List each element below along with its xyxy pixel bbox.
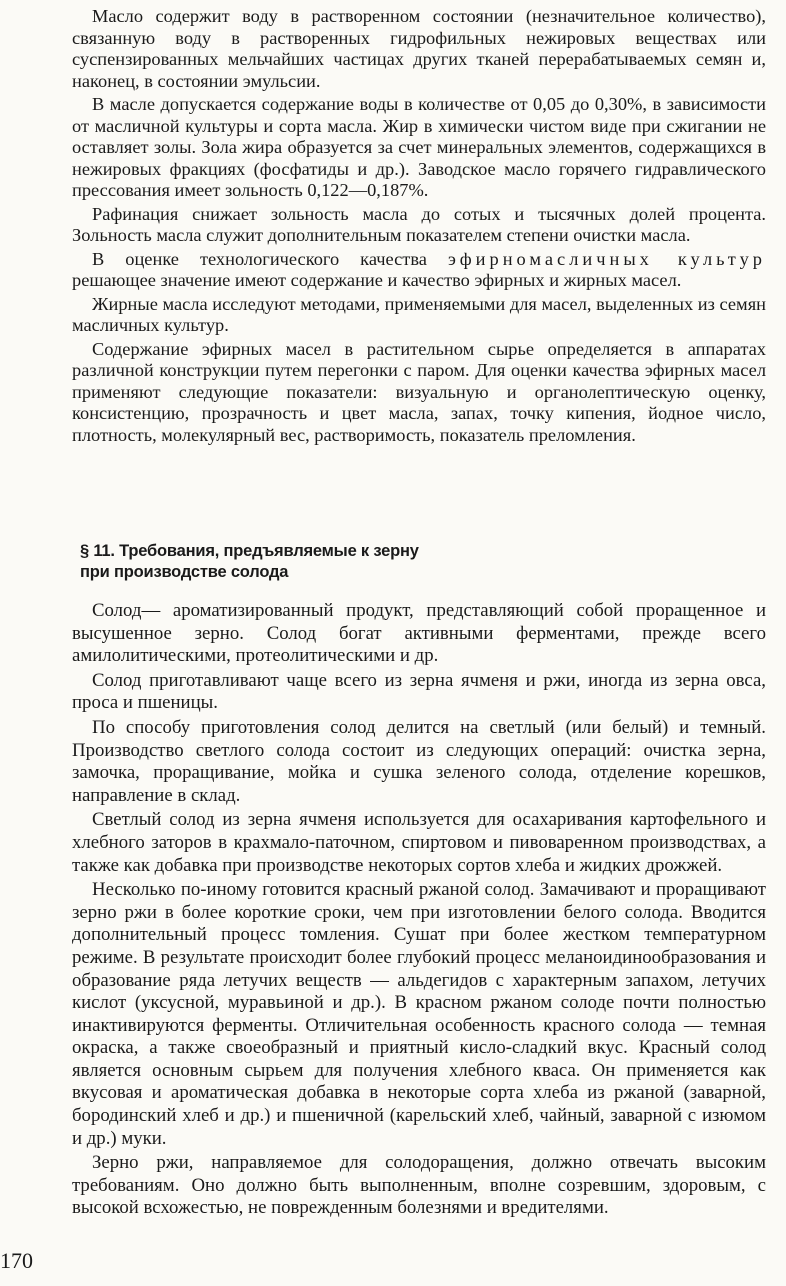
paragraph-light-malt-use: Светлый солод из зерна ячменя используется для осахаривания картофельного и хлебного заторов в крахмало-паточном, спиртовом и пивоваренном производствах, а также как добавка при производстве некоторых сортов хлеба и жидких дрожжей. <box>72 809 766 876</box>
paragraph-malt-definition: Солод— ароматизированный продукт, представляющий собой проращенное и высушенное зерно. Солод богат активными ферментами, прежде всего амилолитическими, протеолитическими и др. <box>72 600 766 667</box>
section-heading-line-1: § 11. Требования, предъявляемые к зерну <box>80 542 419 560</box>
paragraph-essential-oil-crops <box>72 249 766 292</box>
paragraph-essential-oil-content: Содержание эфирных масел в растительном сырье определяется в аппаратах различной конструкции путем перегонки с паром. Для оценки качества эфирных масел применяют следующие показатели: визуальную и органолептическую оценку, консистенцию, прозрачность и цвет масла, запах, точку кипения, йодное число, плотность, молекулярный вес, растворимость, показатель преломления. <box>72 338 766 445</box>
essential-oil-text-after: решающее значение имеют содержание и качество эфирных и жирных масел. <box>72 270 682 290</box>
paragraph-red-rye-malt: Несколько по-иному готовится красный ржаной солод. Замачивают и проращивают зерно ржи в более короткие сроки, чем при изготовлении белого солода. Вводится дополнительный процесс томления. Сушат при более жестком температурном режиме. В результате происходит более глубокий процесс меланоидинообразования и образование ряда летучих веществ — альдегидов с характерным запахом, летучих кислот (уксусной, муравьиной и др.). В красном ржаном солоде почти полностью инактивируются ферменты. Отличительная особенность красного солода — темная окраска, а также своеобразный и приятный кисло-сладкий вкус. Красный солод является основным сырьем для получения хлебного кваса. Он применяется как вкусовая и ароматическая добавка в некоторые сорта хлеба из ржаной (заварной, бородинский хлеб и др.) и пшеничной (карельский хлеб, чайный, заварной с изюмом и др.) муки. <box>72 879 766 1149</box>
essential-oil-text-before: В оценке технологического качества <box>92 248 448 269</box>
paragraph-malt-grains: Солод приготавливают чаще всего из зерна ячменя и ржи, иногда из зерна овса, проса и пшеницы. <box>72 669 766 714</box>
paragraph-rye-requirements: Зерно ржи, направляемое для солодоращения, должно отвечать высоким требованиям. Оно должно быть выполненным, вполне созревшим, здоровым, с высокой всхожестью, не поврежденным болезнями и вредителями. <box>72 1152 766 1219</box>
paragraph-malt-types: По способу приготовления солод делится на светлый (или белый) и темный. Производство светлого солода состоит из следующих операций: очистка зерна, замочка, проращивание, мойка и сушка зеленого солода, отделение корешков, направление в склад. <box>72 716 766 806</box>
malt-section-text <box>72 600 766 1222</box>
section-heading-line-2: при производстве солода <box>80 563 289 581</box>
essential-oil-spaced-term: эфирномасличных культур <box>447 248 766 269</box>
paragraph-water-percent: В масле допускается содержание воды в количестве от 0,05 до 0,30%, в зависимости от масличной культуры и сорта масла. Жир в химически чистом виде при сжигании не оставляет золы. Зола жира образуется за счет минеральных элементов, содержащихся в нежировых фракциях (фосфатиды и др.). Заводское масло горячего гидравлического прессования имеет зольность 0,122—0,187%. <box>72 94 766 200</box>
paragraph-water-content: Масло содержит воду в растворенном состоянии (незначительное количество), связанную воду в растворенных гидрофильных нежировых веществах или суспензированных мельчайших частицах других тканей перерабатываемых семян и, наконец, в состоянии эмульсии. <box>72 6 766 91</box>
page-number: 170 <box>0 1248 33 1273</box>
section-heading <box>80 541 700 583</box>
paragraph-refining: Рафинация снижает зольность масла до сотых и тысячных долей процента. Зольность масла служит дополнительным показателем степени очистки масла. <box>72 203 766 245</box>
oil-section-text <box>72 6 766 448</box>
paragraph-fatty-oils: Жирные масла исследуют методами, применяемыми для масел, выделенных из семян масличных культур. <box>72 293 766 335</box>
